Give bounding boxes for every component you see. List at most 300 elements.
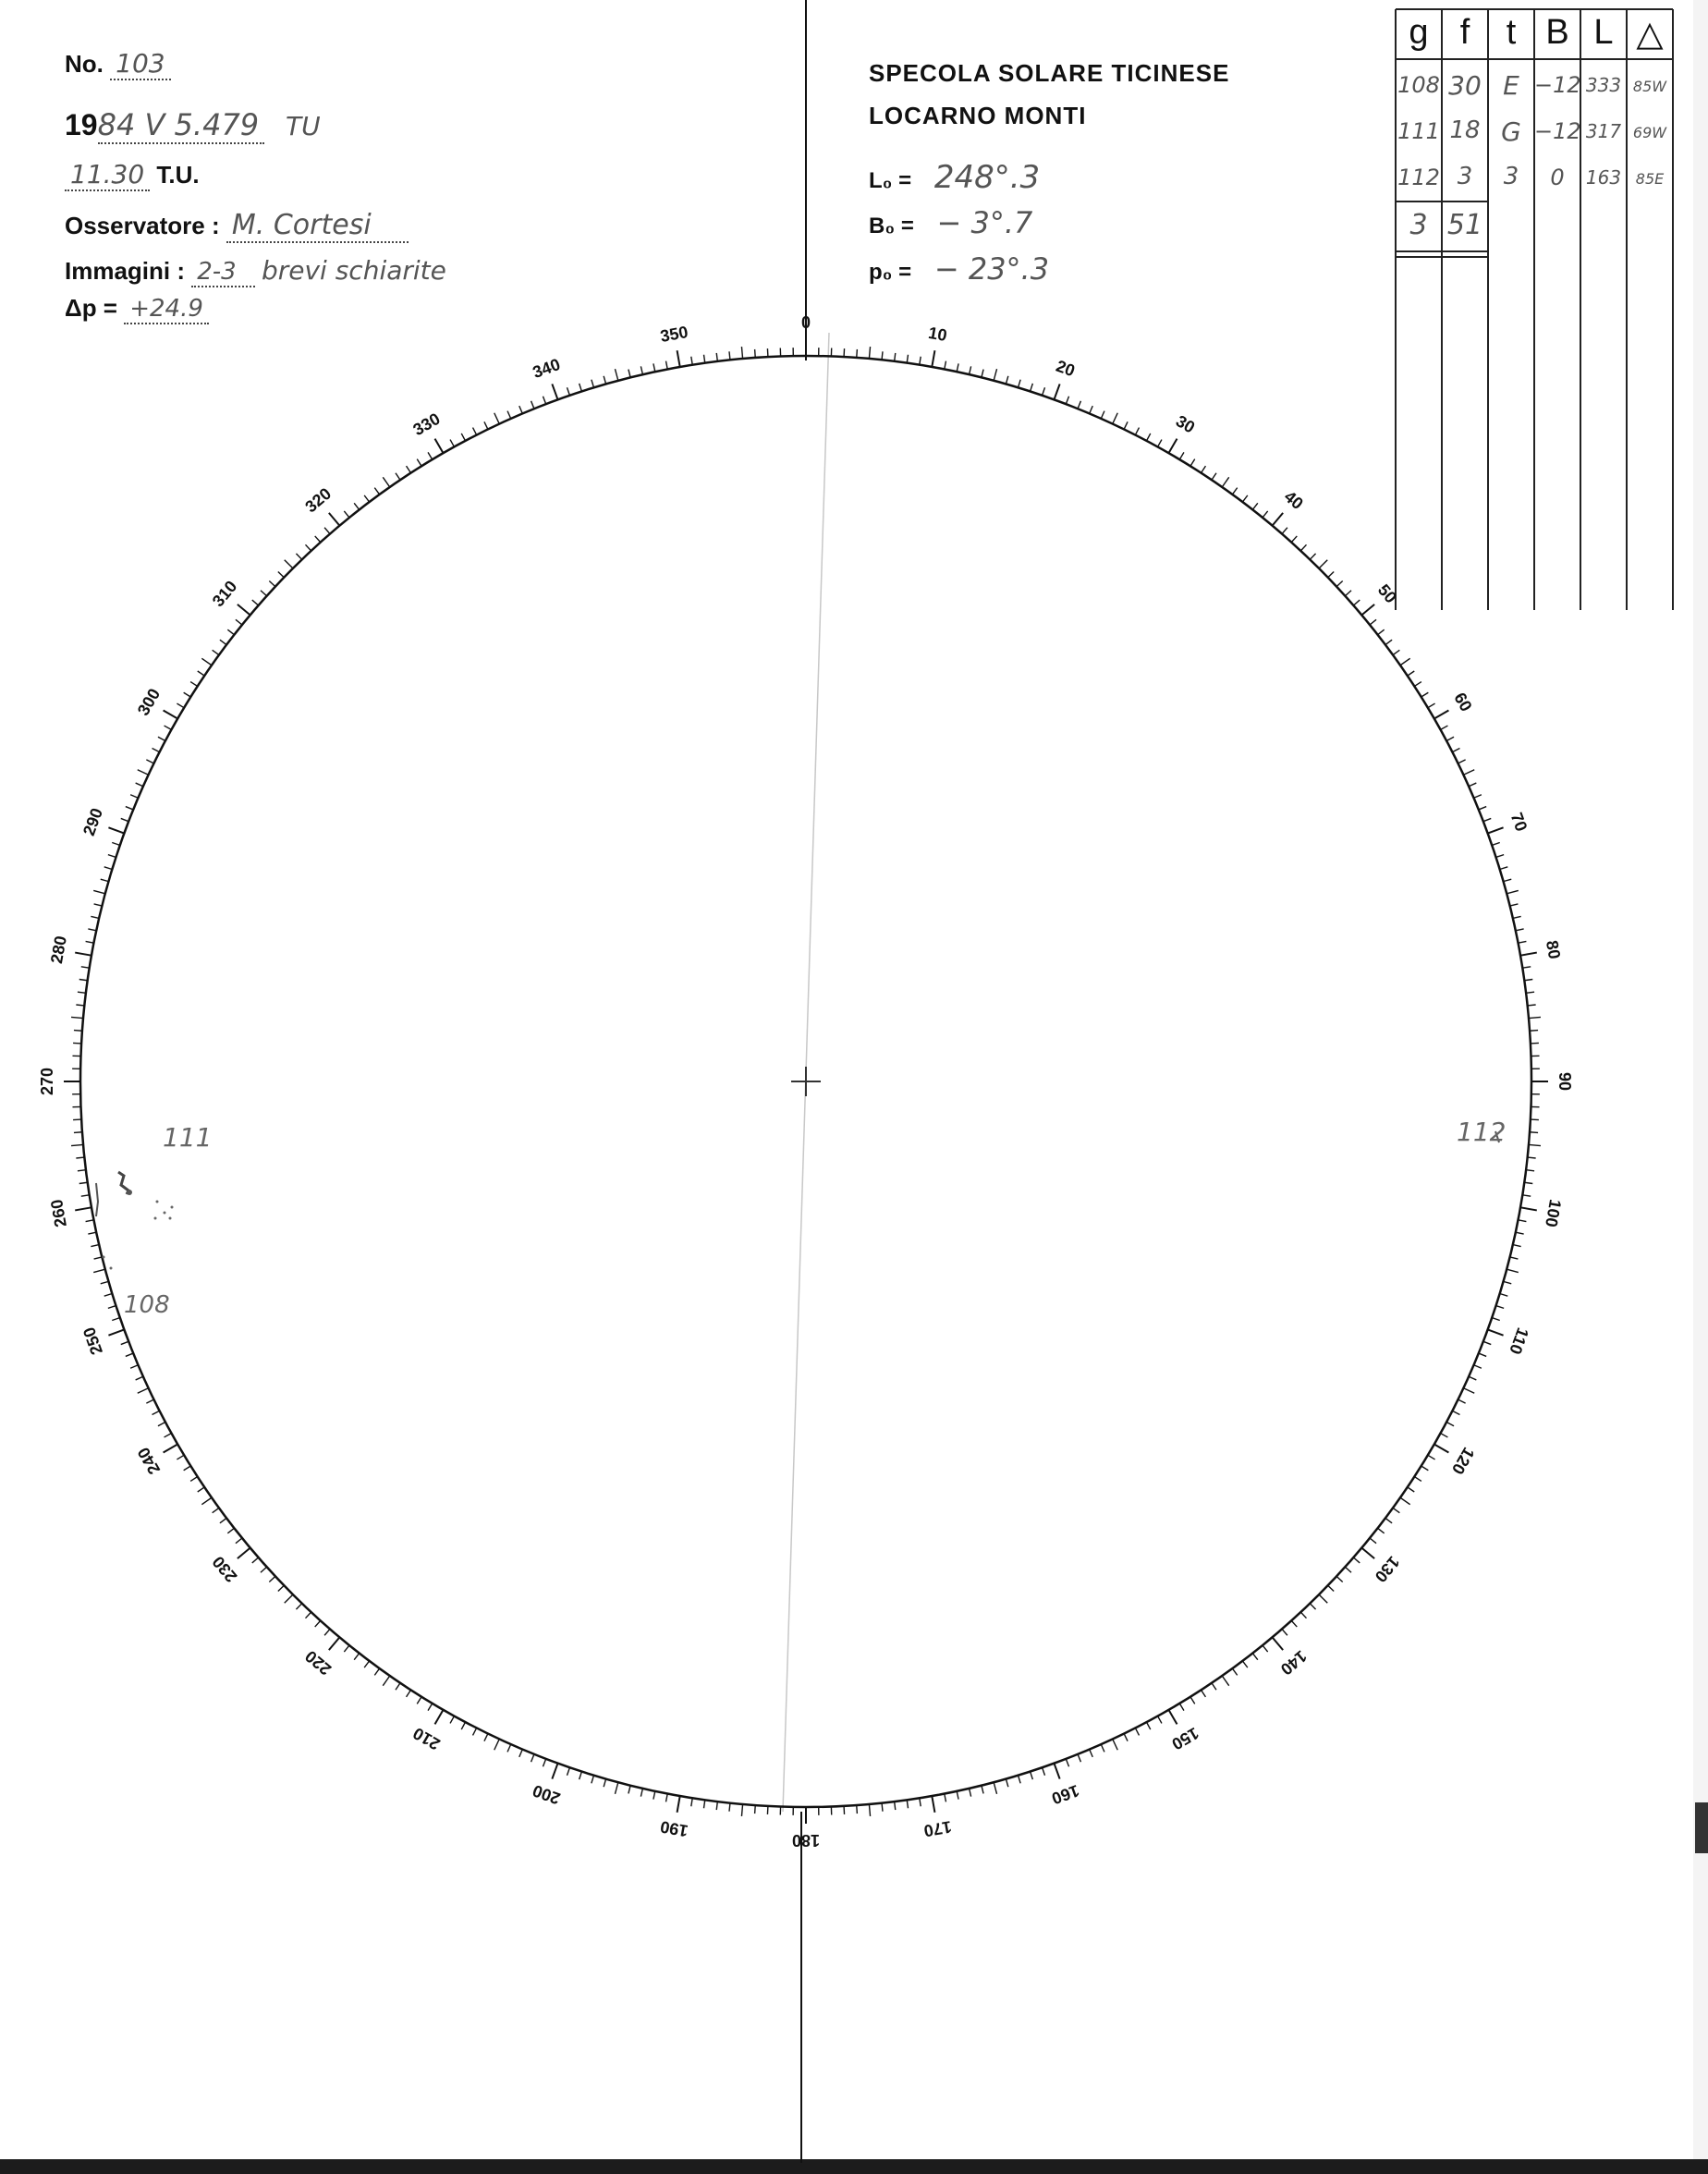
scale-tick bbox=[76, 1005, 84, 1006]
scale-tick bbox=[1529, 1144, 1541, 1145]
images-label: Immagini : bbox=[65, 257, 186, 285]
scale-tick bbox=[1345, 591, 1351, 596]
scale-tick bbox=[1528, 1157, 1536, 1158]
scale-tick bbox=[907, 1800, 908, 1808]
scale-tick bbox=[982, 370, 983, 378]
scale-tick bbox=[450, 1716, 454, 1724]
observer-value: M. Cortesi bbox=[226, 209, 409, 243]
scale-tick bbox=[531, 1754, 534, 1762]
scale-tick bbox=[177, 1455, 184, 1460]
scale-tick bbox=[945, 361, 946, 370]
scale-tick bbox=[1520, 953, 1537, 956]
scale-tick bbox=[1066, 1759, 1068, 1766]
table-header-f: f bbox=[1459, 13, 1470, 52]
group-label-112: 112 bbox=[1457, 1117, 1507, 1147]
scale-tick bbox=[1519, 941, 1527, 943]
scale-tick bbox=[1441, 726, 1448, 729]
scale-tick bbox=[1370, 1538, 1376, 1544]
scale-label-130: 130 bbox=[1371, 1552, 1404, 1586]
delta-p-label: Δp = bbox=[65, 294, 117, 322]
scale-tick bbox=[1408, 1487, 1414, 1492]
scale-tick bbox=[1393, 650, 1399, 654]
scale-tick bbox=[1361, 605, 1374, 616]
scale-tick bbox=[1414, 682, 1421, 687]
scale-tick bbox=[383, 477, 389, 487]
scale-tick bbox=[691, 1798, 692, 1806]
scale-tick bbox=[138, 1388, 149, 1393]
scale-tick bbox=[1353, 600, 1360, 605]
date-prefix: 19 bbox=[65, 108, 98, 141]
table-header-B: B bbox=[1545, 13, 1569, 52]
scale-tick bbox=[296, 554, 301, 559]
scale-tick bbox=[1179, 452, 1184, 459]
scale-tick bbox=[1361, 1548, 1374, 1559]
scale-tick bbox=[531, 401, 534, 409]
table-cell-L-1: 333 bbox=[1585, 74, 1622, 96]
scale-tick bbox=[741, 1804, 742, 1816]
table-header-delta: △ bbox=[1636, 15, 1664, 54]
scale-tick bbox=[461, 434, 465, 441]
record-number-value: 103 bbox=[110, 48, 170, 80]
scale-tick bbox=[165, 726, 172, 729]
scale-tick bbox=[278, 571, 284, 577]
scale-tick bbox=[164, 1445, 178, 1453]
scale-tick bbox=[1263, 511, 1268, 518]
scale-tick bbox=[1078, 1754, 1080, 1762]
scale-tick bbox=[1252, 503, 1258, 509]
scale-tick bbox=[1513, 916, 1521, 918]
scale-tick bbox=[1328, 571, 1334, 577]
scale-tick bbox=[428, 452, 433, 459]
scale-tick bbox=[567, 387, 569, 396]
scale-tick bbox=[108, 1306, 116, 1309]
scale-tick bbox=[1242, 1661, 1247, 1667]
scale-tick bbox=[86, 1220, 94, 1222]
scale-tick bbox=[329, 1637, 340, 1650]
scale-label-260: 260 bbox=[47, 1198, 70, 1229]
scale-tick bbox=[93, 890, 105, 893]
scale-tick bbox=[857, 1805, 858, 1814]
scale-tick bbox=[1158, 440, 1162, 447]
scale-tick bbox=[1385, 640, 1392, 644]
scale-label-210: 210 bbox=[409, 1723, 444, 1754]
scale-tick bbox=[213, 650, 219, 654]
scale-tick bbox=[1252, 1654, 1258, 1660]
scale-label-80: 80 bbox=[1542, 938, 1565, 961]
scale-tick bbox=[1242, 495, 1247, 502]
scale-tick bbox=[1483, 818, 1491, 821]
scale-tick bbox=[81, 967, 90, 968]
scale-tick bbox=[450, 440, 454, 447]
scale-tick bbox=[1031, 384, 1033, 392]
scale-tick bbox=[198, 671, 204, 676]
scale-tick bbox=[473, 1728, 477, 1735]
table-total-groups: 3 bbox=[1409, 209, 1428, 241]
scale-label-0: 0 bbox=[800, 313, 811, 332]
table-cell-g-1: 108 bbox=[1397, 72, 1440, 98]
scale-tick bbox=[1519, 1220, 1527, 1222]
scale-tick bbox=[920, 1798, 921, 1806]
scale-tick bbox=[1291, 536, 1297, 543]
scale-tick bbox=[507, 411, 511, 419]
scale-tick bbox=[1434, 711, 1449, 719]
scale-tick bbox=[1043, 1767, 1045, 1776]
scale-tick bbox=[71, 1017, 83, 1018]
scale-tick bbox=[374, 488, 379, 495]
scale-tick bbox=[305, 544, 311, 551]
scale-tick bbox=[136, 783, 143, 787]
scale-tick bbox=[1458, 1399, 1466, 1403]
scale-tick bbox=[315, 1620, 321, 1627]
scale-tick bbox=[703, 1800, 704, 1808]
scale-tick bbox=[1328, 1585, 1334, 1591]
scale-tick bbox=[1147, 1722, 1151, 1729]
scale-tick bbox=[1319, 560, 1327, 568]
scale-tick bbox=[93, 1269, 105, 1272]
scale-tick bbox=[1463, 770, 1474, 775]
scale-tick bbox=[236, 1538, 242, 1544]
scale-tick bbox=[1066, 397, 1068, 404]
scale-tick bbox=[473, 428, 477, 435]
scale-tick bbox=[152, 1411, 160, 1414]
scale-label-200: 200 bbox=[530, 1780, 563, 1809]
scale-tick bbox=[1169, 1710, 1177, 1725]
scale-tick bbox=[640, 366, 642, 374]
table-header-g: g bbox=[1409, 13, 1429, 52]
group-label-108: 108 bbox=[124, 1291, 170, 1319]
scale-tick bbox=[315, 536, 321, 543]
scale-tick bbox=[640, 1789, 642, 1797]
scale-tick bbox=[1078, 401, 1080, 409]
scale-tick bbox=[1291, 1620, 1297, 1627]
scale-tick bbox=[994, 1782, 996, 1794]
P0-value: − 23°.3 bbox=[933, 251, 1050, 287]
scale-label-50: 50 bbox=[1373, 580, 1401, 607]
scale-tick bbox=[94, 904, 103, 906]
scale-tick bbox=[101, 1281, 109, 1283]
scale-tick bbox=[703, 355, 704, 363]
scale-tick bbox=[604, 376, 605, 385]
scale-tick bbox=[1492, 1318, 1500, 1321]
table-cell-delta-2: 69W bbox=[1632, 124, 1667, 141]
scale-tick bbox=[1529, 1017, 1541, 1018]
scale-tick bbox=[1488, 827, 1504, 833]
scale-tick bbox=[278, 1585, 284, 1591]
scale-tick bbox=[1310, 554, 1315, 559]
scale-tick bbox=[1474, 795, 1482, 799]
scale-tick bbox=[252, 1557, 259, 1563]
scale-tick bbox=[1101, 411, 1104, 419]
scale-tick bbox=[121, 1341, 128, 1344]
scale-tick bbox=[604, 1779, 605, 1788]
scale-tick bbox=[1428, 703, 1435, 708]
scale-tick bbox=[1310, 1604, 1315, 1609]
scale-label-190: 190 bbox=[658, 1817, 689, 1840]
table-cell-B-2: −12 bbox=[1534, 118, 1581, 144]
scale-tick bbox=[435, 1710, 444, 1725]
scale-label-110: 110 bbox=[1506, 1325, 1532, 1357]
scale-tick bbox=[1345, 1567, 1351, 1572]
scale-tick bbox=[190, 682, 198, 687]
scale-tick bbox=[628, 370, 630, 378]
scale-tick bbox=[104, 867, 113, 870]
scale-tick bbox=[146, 760, 153, 763]
record-number-label: No. bbox=[65, 50, 104, 78]
scale-tick bbox=[324, 528, 330, 534]
scale-tick bbox=[1006, 1779, 1007, 1788]
scale-tick bbox=[164, 711, 178, 719]
scale-tick bbox=[1520, 1207, 1537, 1210]
scale-tick bbox=[152, 749, 160, 752]
scale-tick bbox=[1510, 904, 1519, 906]
scale-tick bbox=[220, 1518, 226, 1522]
scale-tick bbox=[1202, 466, 1206, 473]
scale-tick bbox=[592, 380, 594, 388]
scale-tick bbox=[1101, 1744, 1104, 1752]
scale-tick bbox=[1135, 1728, 1139, 1735]
scale-tick bbox=[729, 351, 730, 360]
scale-tick bbox=[112, 842, 120, 845]
scale-tick bbox=[1522, 1195, 1531, 1196]
scale-tick bbox=[677, 1796, 680, 1813]
time-unit: T.U. bbox=[156, 161, 200, 189]
scale-tick bbox=[1524, 1182, 1532, 1183]
table-header-L: L bbox=[1593, 13, 1614, 52]
scale-label-340: 340 bbox=[530, 354, 563, 383]
scale-tick bbox=[691, 357, 692, 365]
scale-tick bbox=[108, 855, 116, 858]
scale-tick bbox=[677, 350, 680, 367]
scale-tick bbox=[261, 591, 267, 596]
scale-tick bbox=[1124, 1734, 1128, 1741]
scale-tick bbox=[665, 1794, 667, 1802]
scale-tick bbox=[1169, 439, 1177, 454]
scale-tick bbox=[91, 916, 99, 918]
scale-label-70: 70 bbox=[1507, 810, 1531, 835]
scale-tick bbox=[1488, 1329, 1504, 1335]
scale-tick bbox=[1090, 1750, 1093, 1757]
scale-tick bbox=[81, 1195, 90, 1196]
sunspot-group-111 bbox=[118, 1172, 174, 1220]
L0-label: L₀ = bbox=[869, 168, 912, 193]
scale-tick bbox=[592, 1776, 594, 1784]
scale-tick bbox=[1526, 1170, 1534, 1171]
scale-label-330: 330 bbox=[409, 409, 444, 440]
table-cell-g-2: 111 bbox=[1397, 118, 1440, 144]
scale-tick bbox=[236, 619, 242, 625]
scale-tick bbox=[88, 1232, 96, 1234]
scale-tick bbox=[1452, 749, 1459, 752]
scale-tick bbox=[1458, 760, 1466, 763]
scale-tick bbox=[945, 1794, 946, 1802]
scale-tick bbox=[1054, 384, 1059, 399]
scale-tick bbox=[1469, 1376, 1476, 1380]
scale-tick bbox=[396, 473, 400, 480]
scale-tick bbox=[238, 605, 250, 616]
B0-value: − 3°.7 bbox=[936, 205, 1033, 240]
scale-label-180: 180 bbox=[791, 1831, 821, 1850]
scale-tick bbox=[552, 1764, 557, 1779]
scale-tick bbox=[869, 1804, 870, 1816]
scale-tick bbox=[108, 1329, 124, 1335]
scale-tick bbox=[1019, 1776, 1021, 1784]
scale-tick bbox=[1496, 1306, 1505, 1309]
scale-tick bbox=[79, 1182, 88, 1183]
scale-tick bbox=[1378, 629, 1385, 635]
scale-tick bbox=[227, 629, 234, 635]
scale-tick bbox=[1507, 1269, 1519, 1272]
scale-tick bbox=[580, 384, 582, 392]
scale-tick bbox=[71, 1144, 83, 1145]
scale-tick bbox=[1428, 1455, 1435, 1460]
scale-tick bbox=[177, 703, 184, 708]
scale-tick bbox=[1336, 580, 1343, 586]
scale-tick bbox=[907, 355, 908, 363]
scale-tick bbox=[1222, 477, 1228, 487]
B0-label: B₀ = bbox=[869, 214, 914, 238]
scale-tick bbox=[1190, 459, 1195, 467]
sunspot-group-108 bbox=[96, 1183, 113, 1270]
scale-tick bbox=[86, 941, 94, 943]
scale-label-20: 20 bbox=[1053, 356, 1078, 381]
scale-tick bbox=[461, 1722, 465, 1729]
scale-tick bbox=[957, 1791, 958, 1800]
scale-tick bbox=[1522, 967, 1531, 968]
scale-tick bbox=[213, 1508, 219, 1512]
scale-tick bbox=[1054, 1764, 1059, 1779]
scale-tick bbox=[507, 1744, 511, 1752]
scale-tick bbox=[364, 1661, 369, 1667]
scale-label-350: 350 bbox=[658, 323, 689, 346]
scale-tick bbox=[78, 1170, 86, 1171]
scale-tick bbox=[494, 413, 499, 424]
scale-tick bbox=[1124, 421, 1128, 429]
scale-tick bbox=[201, 658, 212, 665]
scale-label-150: 150 bbox=[1168, 1723, 1202, 1754]
scale-tick bbox=[417, 1697, 421, 1704]
scale-tick bbox=[970, 366, 971, 374]
scale-tick bbox=[932, 350, 934, 367]
scale-tick bbox=[126, 1353, 133, 1356]
scale-tick bbox=[1300, 1612, 1306, 1618]
scale-tick bbox=[1513, 1245, 1521, 1247]
scale-tick bbox=[615, 1782, 617, 1794]
scale-tick bbox=[329, 513, 340, 526]
scale-tick bbox=[957, 363, 958, 372]
scale-tick bbox=[1113, 1739, 1117, 1750]
scale-tick bbox=[1496, 855, 1505, 858]
scale-label-310: 310 bbox=[208, 577, 241, 611]
scale-tick bbox=[374, 1668, 379, 1675]
scale-tick bbox=[88, 929, 96, 931]
scale-tick bbox=[158, 737, 165, 740]
scale-tick bbox=[1414, 1477, 1421, 1482]
images-value: 2-3 bbox=[191, 258, 254, 287]
scale-tick bbox=[1179, 1704, 1184, 1711]
scale-tick bbox=[1319, 1594, 1327, 1603]
scale-tick bbox=[1452, 1411, 1459, 1414]
scale-tick bbox=[344, 1645, 349, 1652]
scale-tick bbox=[932, 1796, 934, 1813]
scale-tick bbox=[1393, 1508, 1399, 1512]
scale-tick bbox=[305, 1612, 311, 1618]
table-cell-delta-3: 85E bbox=[1635, 170, 1665, 188]
group-label-111: 111 bbox=[163, 1122, 213, 1153]
scale-label-220: 220 bbox=[301, 1646, 336, 1679]
scale-tick bbox=[716, 1801, 717, 1810]
scale-tick bbox=[1530, 1031, 1538, 1032]
scale-label-140: 140 bbox=[1276, 1646, 1311, 1679]
scale-tick bbox=[1212, 473, 1216, 480]
table-cell-B-3: 0 bbox=[1550, 165, 1565, 190]
scale-label-290: 290 bbox=[79, 805, 107, 838]
scale-tick bbox=[1530, 1132, 1538, 1133]
table-cell-delta-1: 85W bbox=[1632, 78, 1667, 95]
scale-tick bbox=[1031, 1772, 1033, 1780]
scale-tick bbox=[417, 459, 421, 467]
table-total-spots: 51 bbox=[1446, 209, 1483, 241]
scale-tick bbox=[895, 1801, 896, 1810]
scale-tick bbox=[1282, 528, 1287, 534]
scale-tick bbox=[383, 1676, 389, 1686]
scale-tick bbox=[741, 347, 742, 359]
P0-label: p₀ = bbox=[869, 260, 912, 285]
scale-tick bbox=[269, 580, 275, 586]
scale-label-160: 160 bbox=[1049, 1780, 1082, 1809]
scale-tick bbox=[198, 1487, 204, 1492]
table-cell-L-2: 317 bbox=[1585, 120, 1622, 142]
scale-tick bbox=[130, 795, 138, 799]
scale-tick bbox=[895, 353, 896, 361]
scale-tick bbox=[1006, 376, 1007, 385]
scale-tick bbox=[428, 1704, 433, 1711]
institution-line-1: SPECOLA SOLARE TICINESE bbox=[869, 59, 1230, 87]
table-cell-t-3: 3 bbox=[1503, 163, 1519, 190]
scale-tick bbox=[324, 1629, 330, 1635]
scale-tick bbox=[238, 1548, 250, 1559]
scale-tick bbox=[269, 1576, 275, 1582]
scale-tick bbox=[184, 692, 191, 697]
scale-tick bbox=[74, 1031, 82, 1032]
table-cell-B-1: −12 bbox=[1534, 72, 1581, 98]
scale-tick bbox=[396, 1683, 400, 1690]
scale-tick bbox=[1378, 1528, 1385, 1533]
scale-tick bbox=[220, 640, 226, 644]
scale-tick bbox=[729, 1803, 730, 1812]
scale-tick bbox=[653, 363, 655, 372]
scale-tick bbox=[1463, 1388, 1474, 1393]
scale-tick bbox=[1113, 413, 1117, 424]
scale-tick bbox=[184, 1466, 191, 1471]
scale-tick bbox=[484, 421, 488, 429]
scale-tick bbox=[1408, 671, 1414, 676]
scale-tick bbox=[364, 495, 369, 502]
scale-tick bbox=[1504, 1281, 1512, 1283]
scale-tick bbox=[136, 1376, 143, 1380]
time-value: 11.30 bbox=[65, 159, 150, 191]
scale-tick bbox=[494, 1739, 499, 1750]
scale-label-30: 30 bbox=[1172, 411, 1199, 437]
scale-tick bbox=[1282, 1629, 1287, 1635]
scale-tick bbox=[91, 1245, 99, 1247]
scale-label-170: 170 bbox=[922, 1817, 954, 1840]
scale-tick bbox=[79, 979, 88, 980]
scale-tick bbox=[407, 466, 411, 473]
scale-tick bbox=[1232, 488, 1237, 495]
scale-tick bbox=[484, 1734, 488, 1741]
scale-tick bbox=[857, 349, 858, 358]
scale-tick bbox=[970, 1789, 971, 1797]
